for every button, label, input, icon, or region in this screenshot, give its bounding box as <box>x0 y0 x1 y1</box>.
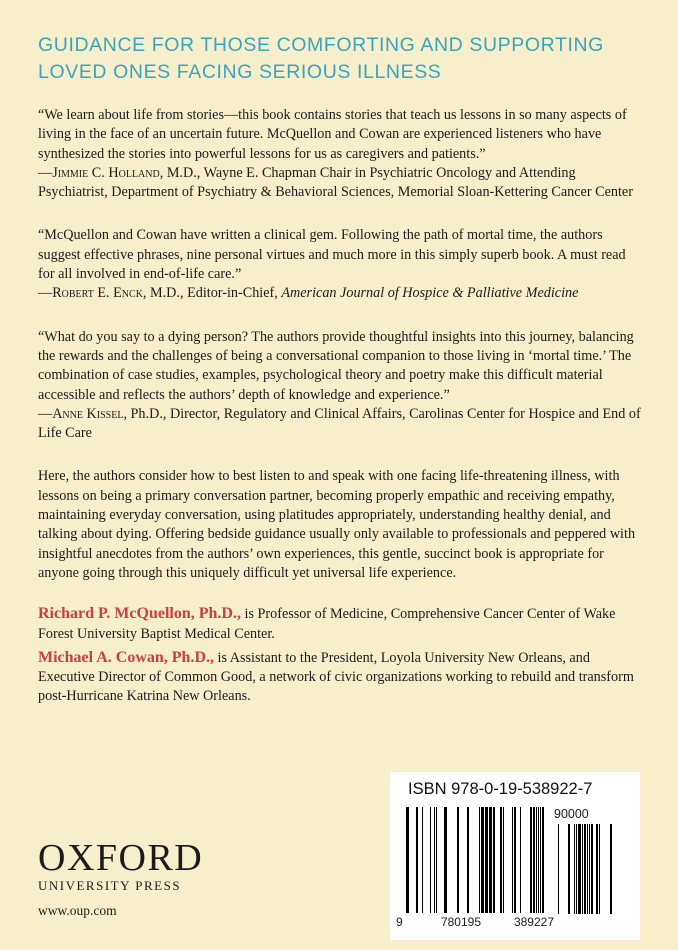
endorsement-quote <box>38 106 642 202</box>
quote-attribution <box>38 284 642 303</box>
barcode-digits-group1: 780195 <box>440 915 481 929</box>
publisher-url: www.oup.com <box>38 903 117 918</box>
barcode-bar <box>481 807 484 913</box>
barcode-bar <box>457 807 459 913</box>
barcode-bar <box>467 807 469 913</box>
barcode-bar <box>584 824 586 914</box>
barcode-bar <box>587 824 588 914</box>
headline: GUIDANCE FOR THOSE COMFORTING AND SUPPORTING LOVED ONES FACING SERIOUS ILLNESS <box>38 34 604 83</box>
quote-text: “What do you say to a dying person? The authors provide thoughtful insights into this journey, balancing the rewards and the challenges of being a conversational companion to those living in ‘mortal time.’ The combination of case studies, examples, psychological theory and poetry make this difficult material accessible and reflects the authors’ depth of knowledge and experience.” <box>38 328 634 403</box>
isbn-label: ISBN 978-0-19-538922-7 <box>408 780 593 798</box>
barcode-digits <box>396 915 554 929</box>
barcode-bar <box>538 807 539 913</box>
quote-text: “McQuellon and Cowan have written a clinical gem. Following the path of mortal time, the authors suggest effective phrases, nine personal virtues and much more in this simply superb book. A must read for all involved in end-of-life care.” <box>38 227 626 283</box>
barcode-digit-lead: 9 <box>396 915 403 929</box>
barcode-bar <box>574 824 575 914</box>
book-description: Here, the authors consider how to best listen to and speak with one facing life-threatening illness, with lessons on being a primary conversation partner, becoming properly empathic and receiving empathy, maintaining everyday conversation, using platitudes appropriately, understanding healthy denial, and talking about dying. Offering bedside guidance usually only available to professionals and peppered with insightful anecdotes from the authors’ own experiences, this gentle, succinct book is appropriate for anyone going through this uniquely difficult yet universal life experience. <box>38 468 636 581</box>
barcode-digits-group2: 389227 <box>513 915 554 929</box>
price-addon-code: 90000 <box>554 807 589 821</box>
barcode-bar <box>489 807 492 913</box>
quote-text: “We learn about life from stories—this book contains stories that teach us lessons in so many aspects of living in the face of an uncertain future. McQuellon and Cowan are experienced listeners who have synthesized the stories into powerful lessons for us as caregivers and patients.” <box>38 107 627 162</box>
endorsement-quote <box>38 328 642 444</box>
barcode-bar <box>542 807 544 913</box>
barcode-bar <box>536 807 537 913</box>
barcode-bar <box>485 807 488 913</box>
endorser-credit: , M.D., Wayne E. Chapman Chair in Psychiatric Oncology and Attending Psychiatrist, Department of Psychiatry & Behavioral Sciences, Memorial Sloan-Kettering Cancer Center <box>38 164 633 201</box>
attribution-dash: — <box>38 164 53 181</box>
author-bio <box>38 604 642 644</box>
quote-attribution <box>38 164 642 203</box>
barcode-bar <box>596 824 598 914</box>
quote-attribution <box>38 405 642 444</box>
attribution-dash: — <box>38 285 53 302</box>
author-name: Richard P. McQuellon, Ph.D., <box>38 605 241 623</box>
barcode-bar <box>434 807 435 913</box>
barcode-bar <box>416 807 418 913</box>
barcode-bar <box>558 824 559 914</box>
endorser-name: Jimmie C. Holland <box>52 164 160 181</box>
barcode-bar <box>422 807 423 913</box>
author-name: Michael A. Cowan, Ph.D., <box>38 648 214 666</box>
publisher-subtitle: UNIVERSITY PRESS <box>38 878 182 893</box>
endorser-credit: , Ph.D., Director, Regulatory and Clinical Affairs, Carolinas Center for Hospice and End of Life Care <box>38 405 641 442</box>
barcode-bar <box>430 807 431 913</box>
barcode-bar <box>591 824 593 914</box>
barcode-bar <box>589 824 590 914</box>
barcode-bar <box>503 807 504 913</box>
barcode-bar <box>514 807 516 913</box>
author-bio-text: is Assistant to the President, Loyola University New Orleans, and Executive Director of Common Good, a network of civic organizations working to rebuild and transform post-Hurricane Katrina New Orleans. <box>38 649 634 705</box>
barcode-bar <box>599 824 600 914</box>
barcode-bar <box>530 807 532 913</box>
barcode-bar <box>568 824 570 914</box>
publisher-name: OXFORD <box>38 837 204 879</box>
barcode-bar <box>512 807 513 913</box>
barcode-bar <box>610 824 612 914</box>
barcode-bar <box>520 807 521 913</box>
endorser-publication: American Journal of Hospice & Palliative Medicine <box>281 285 579 302</box>
barcode-bar <box>533 807 535 913</box>
barcode-bar <box>576 824 577 914</box>
barcode-bar <box>582 824 583 914</box>
ean-barcode <box>404 807 550 915</box>
barcode-bar <box>500 807 502 913</box>
barcode-bar <box>578 824 581 914</box>
barcode-bar <box>406 807 409 913</box>
publisher-logo <box>38 838 203 894</box>
barcode-bar <box>436 807 437 913</box>
author-bio <box>38 648 642 707</box>
endorser-name: Robert E. Enck <box>52 285 143 302</box>
barcode-bar <box>540 807 541 913</box>
barcode-bar <box>479 807 480 913</box>
isbn-barcode-box <box>390 772 640 940</box>
back-cover-content <box>38 106 642 711</box>
barcode-bar <box>444 807 447 913</box>
endorsement-quote <box>38 226 642 303</box>
barcode-bar <box>493 807 495 913</box>
endorser-name: Anne Kissel <box>52 405 124 422</box>
addon-barcode <box>552 824 614 916</box>
attribution-dash: — <box>38 405 53 422</box>
endorser-credit: , M.D., Editor-in-Chief, <box>142 285 282 302</box>
author-bio-text: is Professor of Medicine, Comprehensive Cancer Center of Wake Forest University Baptist Medical Center. <box>38 606 616 642</box>
